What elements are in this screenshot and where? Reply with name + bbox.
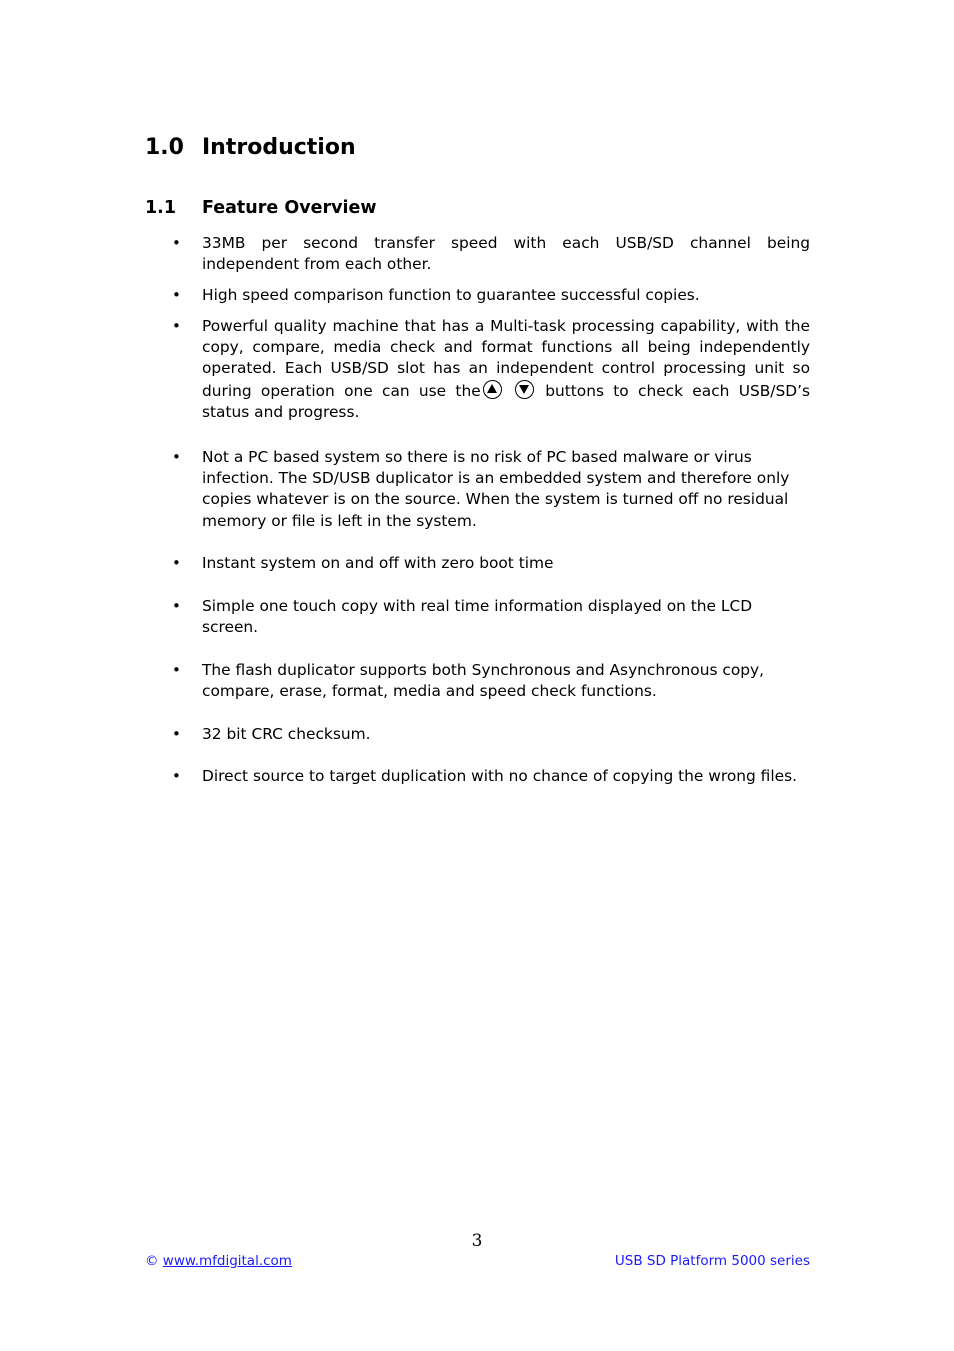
list-item-text: 33MB per second transfer speed with each USB/SD channel being independent from each other. xyxy=(202,234,810,274)
list-item xyxy=(172,447,810,532)
footer-product: USB SD Platform 5000 series xyxy=(614,1253,810,1269)
bullet-marker: • xyxy=(172,661,181,679)
list-item xyxy=(172,553,810,574)
website-link[interactable]: www.mfdigital.com xyxy=(162,1253,292,1269)
bullet-marker: • xyxy=(172,554,181,572)
bullet-marker: • xyxy=(172,317,181,335)
list-item-text: Not a PC based system so there is no risk of PC based malware or virus infection. The SD/USB duplicator is an embedded system and therefore only copies whatever is on the source. When the system is turned off no residual memory or file is left in the system. xyxy=(202,448,790,530)
bullet-marker: • xyxy=(172,286,181,304)
list-item xyxy=(172,233,810,275)
bullet-marker: • xyxy=(172,767,181,785)
section-title: Introduction xyxy=(202,135,356,160)
down-arrow-button-icon xyxy=(515,380,534,399)
bullet-marker: • xyxy=(172,725,181,743)
footer-website xyxy=(145,1253,292,1269)
bullet-marker: • xyxy=(172,597,181,615)
page-number: 3 xyxy=(471,1231,483,1251)
list-item-text-after: buttons to check each USB/SD’s status and progress. xyxy=(202,381,811,421)
list-item xyxy=(172,724,810,745)
list-item-text: Instant system on and off with zero boot time xyxy=(202,554,554,572)
list-item-text: Simple one touch copy with real time information displayed on the LCD screen. xyxy=(202,597,753,637)
list-item xyxy=(172,766,810,787)
list-item-text xyxy=(202,316,810,423)
bullet-marker: • xyxy=(172,448,181,466)
copyright-symbol: © xyxy=(145,1253,159,1269)
subsection-heading xyxy=(145,196,377,220)
subsection-title: Feature Overview xyxy=(202,198,377,218)
list-item xyxy=(172,596,810,638)
list-item-text: High speed comparison function to guarantee successful copies. xyxy=(202,286,700,304)
list-item-text: 32 bit CRC checksum. xyxy=(202,725,371,743)
bullet-marker: • xyxy=(172,234,181,252)
list-item-text: The flash duplicator supports both Synchronous and Asynchronous copy, compare, erase, format, media and speed check functions. xyxy=(202,661,765,701)
list-item xyxy=(172,660,810,702)
list-item xyxy=(172,285,810,306)
list-item xyxy=(172,316,810,423)
subsection-number: 1.1 xyxy=(145,198,177,218)
section-number: 1.0 xyxy=(145,135,184,160)
list-item-text-before: Powerful quality machine that has a Multi-task processing capability, with the copy, compare, media check and format functions all being independently operated. Each USB/SD slot has an independent control processing unit so during operation one can use the xyxy=(202,317,810,400)
section-heading xyxy=(145,133,356,163)
list-item-text: Direct source to target duplication with no chance of copying the wrong files. xyxy=(202,767,798,785)
up-arrow-button-icon xyxy=(483,380,502,399)
